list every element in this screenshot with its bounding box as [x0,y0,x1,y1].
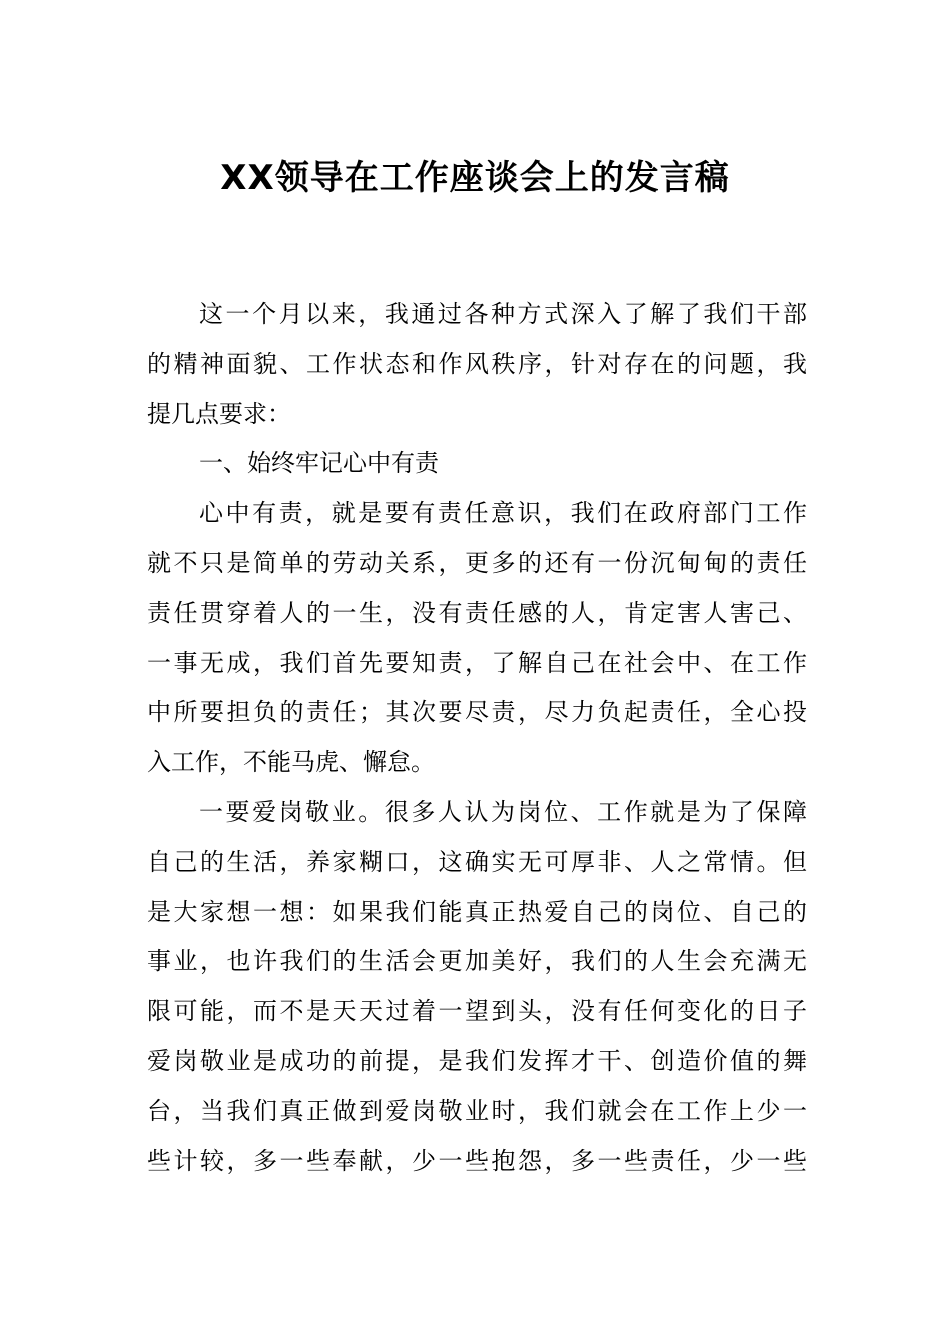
section-heading: 一、始终牢记心中有责 [199,449,439,478]
paragraph-line: 些计较，多一些奉献，少一些抱怨，多一些责任，少一些 [147,1146,807,1175]
paragraph-line: 中所要担负的责任；其次要尽责，尽力负起责任，全心投 [147,698,807,727]
paragraph-line: 心中有责，就是要有责任意识，我们在政府部门工作 [199,499,807,528]
paragraph-line: 入工作，不能马虎、懈怠。 [147,748,435,777]
paragraph-line: 一要爱岗敬业。很多人认为岗位、工作就是为了保障 [199,797,807,826]
paragraph-line: 爱岗敬业是成功的前提，是我们发挥才干、创造价值的舞 [147,1046,807,1075]
paragraph-line: 限可能，而不是天天过着一望到头，没有任何变化的日子 [147,997,807,1026]
paragraph-line: 的精神面貌、工作状态和作风秩序，针对存在的问题，我 [147,349,807,378]
paragraph-line: 自己的生活，养家糊口，这确实无可厚非、人之常情。但 [147,847,807,876]
paragraph-line: 就不只是简单的劳动关系，更多的还有一份沉甸甸的责任 [147,548,807,577]
paragraph-line: 是大家想一想：如果我们能真正热爱自己的岗位、自己的 [147,897,807,926]
paragraph-line: 事业，也许我们的生活会更加美好，我们的人生会充满无 [147,947,807,976]
paragraph-line: 台，当我们真正做到爱岗敬业时，我们就会在工作上少一 [147,1096,807,1125]
document-body [147,290,807,1186]
paragraph-line: 责任贯穿着人的一生，没有责任感的人，肯定害人害己、 [147,598,807,627]
paragraph-line: 提几点要求： [147,399,291,428]
paragraph-line: 这一个月以来，我通过各种方式深入了解了我们干部 [199,300,807,328]
paragraph-line: 一事无成，我们首先要知责，了解自己在社会中、在工作 [147,648,807,677]
document-title: XX领导在工作座谈会上的发言稿 [220,158,730,198]
